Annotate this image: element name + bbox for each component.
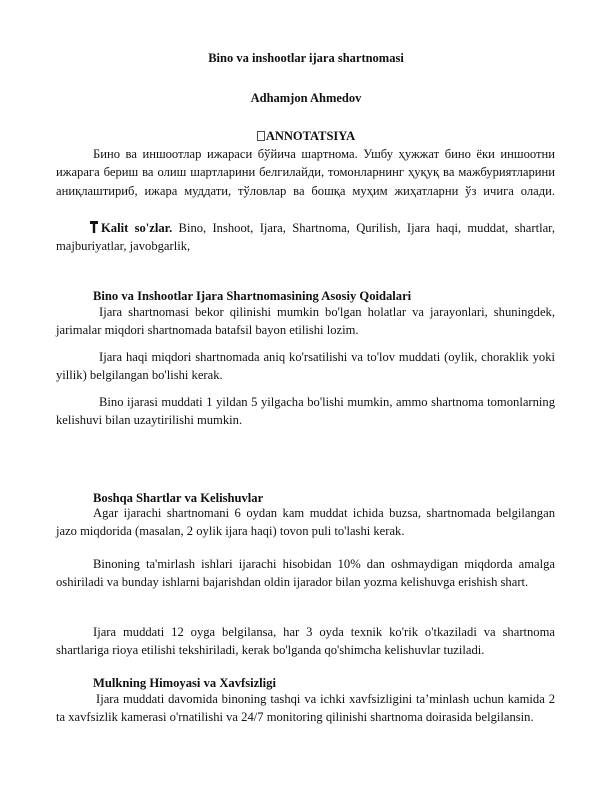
paragraph-penalty: Agar ijarachi shartnomani 6 oydan kam muddat ichida buzsa, shartnomada belgilangan jazo miqdorida (masalan, 2 oylik ijara haqi) tovon puli to'lashi kerak.: [56, 506, 555, 539]
annotation-text: Бино ва иншоотлар ижараси бўйича шартнома. Ушбу ҳужжат бино ёки иншоотни ижарага бериш ва олиш шартларини белгилайди, томонларнинг ҳуқуқ ва мажбуриятларини аниқлаштириб, ижара муддати, тўловлар ва бошқа муҳим жиҳатларни ўз ичига олади.: [56, 147, 555, 198]
paragraph-inspection: Ijara muddati 12 oyga belgilansa, har 3 oyda texnik ko'rik o'tkaziladi va shartnoma shartlariga rioya etilishi tekshiriladi, kerak bo'lganda qo'shimcha kelishuvlar tuziladi.: [56, 625, 555, 658]
paragraph-termination: Ijara shartnomasi bekor qilinishi mumkin bo'lgan holatlar va jarayonlari, shuningdek, jarimalar miqdori shartnomada batafsil bayon etilishi lozim.: [56, 305, 555, 338]
keywords-paragraph: [56, 219, 555, 256]
paragraph-repairs: Binoning ta'mirlash ishlari ijarachi hisobidan 10% dan oshmaydigan miqdorda amalga oshiriladi va bunday ishlarni bajarishdan oldin ijarador bilan yozma kelishuvga erishish shart.: [56, 557, 555, 590]
section-heading-other-terms: Boshqa Shartlar va Kelishuvlar: [93, 491, 264, 505]
keywords-label: Kalit so'zlar.: [101, 221, 173, 235]
paragraph-security: Ijara muddati davomida binoning tashqi va ichki xavfsizligini ta’minlash uchun kamida 2 ta xavfsizlik kamerasi o'rnatilishi va 24/7 monitoring qilinishi shartnoma doirasida belgilansin.: [56, 692, 555, 725]
annotation-heading: [0, 129, 612, 144]
placeholder-box-icon: [257, 131, 265, 141]
section-heading-main-rules: Bino va Inshootlar Ijara Shartnomasining Asosiy Qoidalari: [93, 289, 412, 303]
key-icon: [89, 221, 99, 233]
section-heading-security: Mulkning Himoyasi va Xavfsizligi: [93, 676, 276, 690]
document-title: Bino va inshootlar ijara shartnomasi: [208, 51, 404, 65]
keywords-text: Bino, Inshoot, Ijara, Shartnoma, Qurilish, Ijara haqi, muddat, shartlar, majburiyatlar, javobgarlik,: [56, 221, 555, 254]
annotation-heading-text: ANNOTATSIYA: [265, 129, 356, 143]
author-name: Adhamjon Ahmedov: [250, 91, 362, 105]
paragraph-rent-amount: Ijara haqi miqdori shartnomada aniq ko'rsatilishi va to'lov muddati (oylik, choraklik yoki yillik) belgilangan bo'lishi kerak.: [56, 350, 555, 383]
paragraph-rent-duration: Bino ijarasi muddati 1 yildan 5 yilgacha bo'lishi mumkin, ammo shartnoma tomonlarning kelishuvi bilan uzaytirilishi mumkin.: [56, 395, 555, 428]
